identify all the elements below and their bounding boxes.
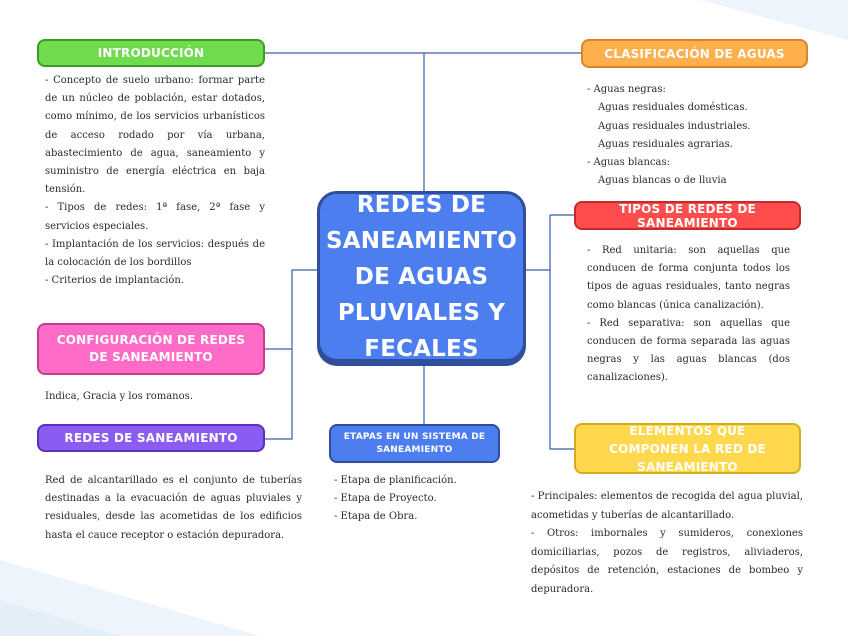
clasif-item: Aguas residuales domésticas. [598, 102, 748, 114]
connector-tipos [550, 215, 574, 270]
clasif-item: Aguas blancas o de lluvia [598, 175, 727, 187]
text-elementos [531, 488, 803, 600]
text-redes-saneamiento [45, 472, 302, 545]
intro-line: - Implantación de los servicios: después de la colocación de los bordillos [45, 238, 265, 269]
node-etapas[interactable]: ETAPAS EN UN SISTEMA DE SANEAMIENTO [329, 424, 500, 463]
node-introduccion[interactable]: INTRODUCCIÓN [37, 39, 265, 67]
etapas-line: - Etapa de Proyecto. [334, 493, 437, 505]
etapas-line: - Etapa de Obra. [334, 511, 418, 523]
clasif-negras-title: - Aguas negras: [587, 84, 666, 95]
intro-line: - Criterios de implantación. [45, 275, 185, 287]
node-configuracion[interactable]: CONFIGURACIÓN DE REDES DE SANEAMIENTO [37, 323, 265, 375]
node-redes-saneamiento[interactable]: REDES DE SANEAMIENTO [37, 424, 265, 452]
intro-line: - Concepto de suelo urbano: formar parte de un núcleo de población, estar dotados, como mínimo, de los servicios urbanísticos de acceso rodado por vía urbana, abastecimiento de agua, saneamiento y suministro de energía eléctrica en baja tensión. [45, 75, 265, 196]
redes-line: Red de alcantarillado es el conjunto de tuberías destinadas a la evacuación de aguas pluviales y residuales, desde las acometidas de los edificios hasta el cauce receptor o estación depuradora. [45, 475, 302, 541]
elementos-line: - Principales: elementos de recogida del agua pluvial, acometidas y tuberías de alcantarillado. [531, 491, 803, 521]
connector-left-trunk [265, 270, 317, 439]
intro-line: - Tipos de redes: 1ª fase, 2ª fase y servicios especiales. [45, 202, 265, 232]
connector-right-trunk [526, 270, 574, 449]
config-line: Indica, Gracia y los romanos. [45, 391, 193, 402]
connector-intro [265, 53, 424, 192]
etapas-line: - Etapa de planificación. [334, 475, 457, 486]
text-tipos-redes [587, 242, 790, 388]
clasif-item: Aguas residuales industriales. [598, 120, 751, 132]
clasif-item: Aguas residuales agrarias. [598, 138, 733, 150]
text-etapas [334, 472, 494, 527]
center-topic[interactable]: REDES DE SANEAMIENTO DE AGUAS PLUVIALES Y FECALES [317, 191, 526, 362]
text-introduccion [45, 72, 265, 290]
elementos-line: - Otros: imbornales y sumideros, conexiones domiciliarias, pozos de registros, aliviaderos, depósitos de retención, estaciones de bombeo y depuradora. [531, 528, 803, 595]
tipos-line: - Red unitaria: son aquellas que conducen de forma conjunta todos los tipos de aguas residuales, tanto negras como blancas (única canalización). [587, 245, 790, 311]
node-tipos-redes[interactable]: TIPOS DE REDES DE SANEAMIENTO [574, 201, 801, 230]
text-clasificacion [587, 81, 797, 191]
clasif-blancas-title: - Aguas blancas: [587, 157, 670, 169]
tipos-line: - Red separativa: son aquellas que conducen de forma separada las aguas negras y las aguas blancas (dos canalizaciones). [587, 317, 790, 384]
text-configuracion [45, 388, 265, 406]
node-clasificacion[interactable]: CLASIFICACIÓN DE AGUAS [581, 39, 808, 68]
node-elementos[interactable]: ELEMENTOS QUE COMPONEN LA RED DE SANEAMIENTO [574, 423, 801, 474]
